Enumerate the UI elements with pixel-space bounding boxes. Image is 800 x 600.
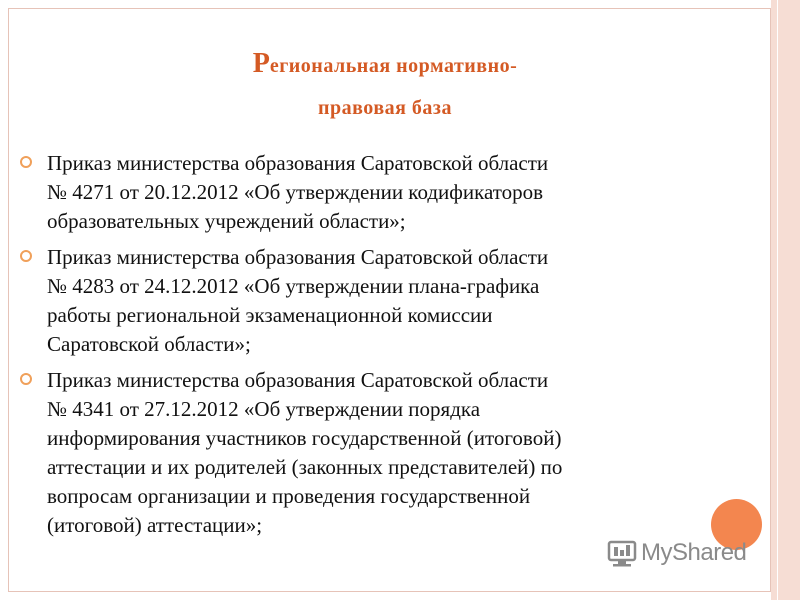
text-line: № 4341 от 27.12.2012 «Об утверждении порядка [47,397,481,421]
title-line-1 [40,44,730,88]
text-line: информирования участников государственной (итоговой) [47,426,562,450]
watermark [607,535,746,571]
bullet-list [20,149,750,547]
title-line-1-rest: егиональная нормативно- [269,55,518,77]
text-line: Приказ министерства образования Саратовской области [47,151,549,175]
side-band-divider [777,0,778,600]
title-initial-letter: Р [252,48,270,79]
text-line: работы региональной экзаменационной комиссии [47,303,493,327]
list-item [20,149,750,236]
side-band [771,0,800,600]
text-line: вопросам организации и проведения государственной [47,484,531,508]
bullet-circle-icon [20,156,32,168]
list-item [20,366,750,540]
myshared-logo-icon [607,538,637,568]
bullet-circle-icon [20,250,32,262]
list-item [20,243,750,359]
text-line: № 4271 от 20.12.2012 «Об утверждении кодификаторов [47,180,544,204]
title-line-2-text: правовая база [318,97,452,119]
bullet-circle-icon [20,373,32,385]
list-item-text [47,149,750,236]
text-line: (итоговой) аттестации»; [47,513,263,537]
text-line: Саратовской области»; [47,332,251,356]
text-line: Приказ министерства образования Саратовской области [47,245,549,269]
list-item-text [47,366,750,540]
list-item-text [47,243,750,359]
text-line: аттестации и их родителей (законных представителей) по [47,455,563,479]
text-line: образовательных учреждений области»; [47,209,406,233]
watermark-text: MyShared [641,539,747,566]
slide-title [40,44,730,130]
text-line: Приказ министерства образования Саратовской области [47,368,549,392]
text-line: № 4283 от 24.12.2012 «Об утверждении плана-графика [47,274,540,298]
title-line-2 [40,88,730,130]
